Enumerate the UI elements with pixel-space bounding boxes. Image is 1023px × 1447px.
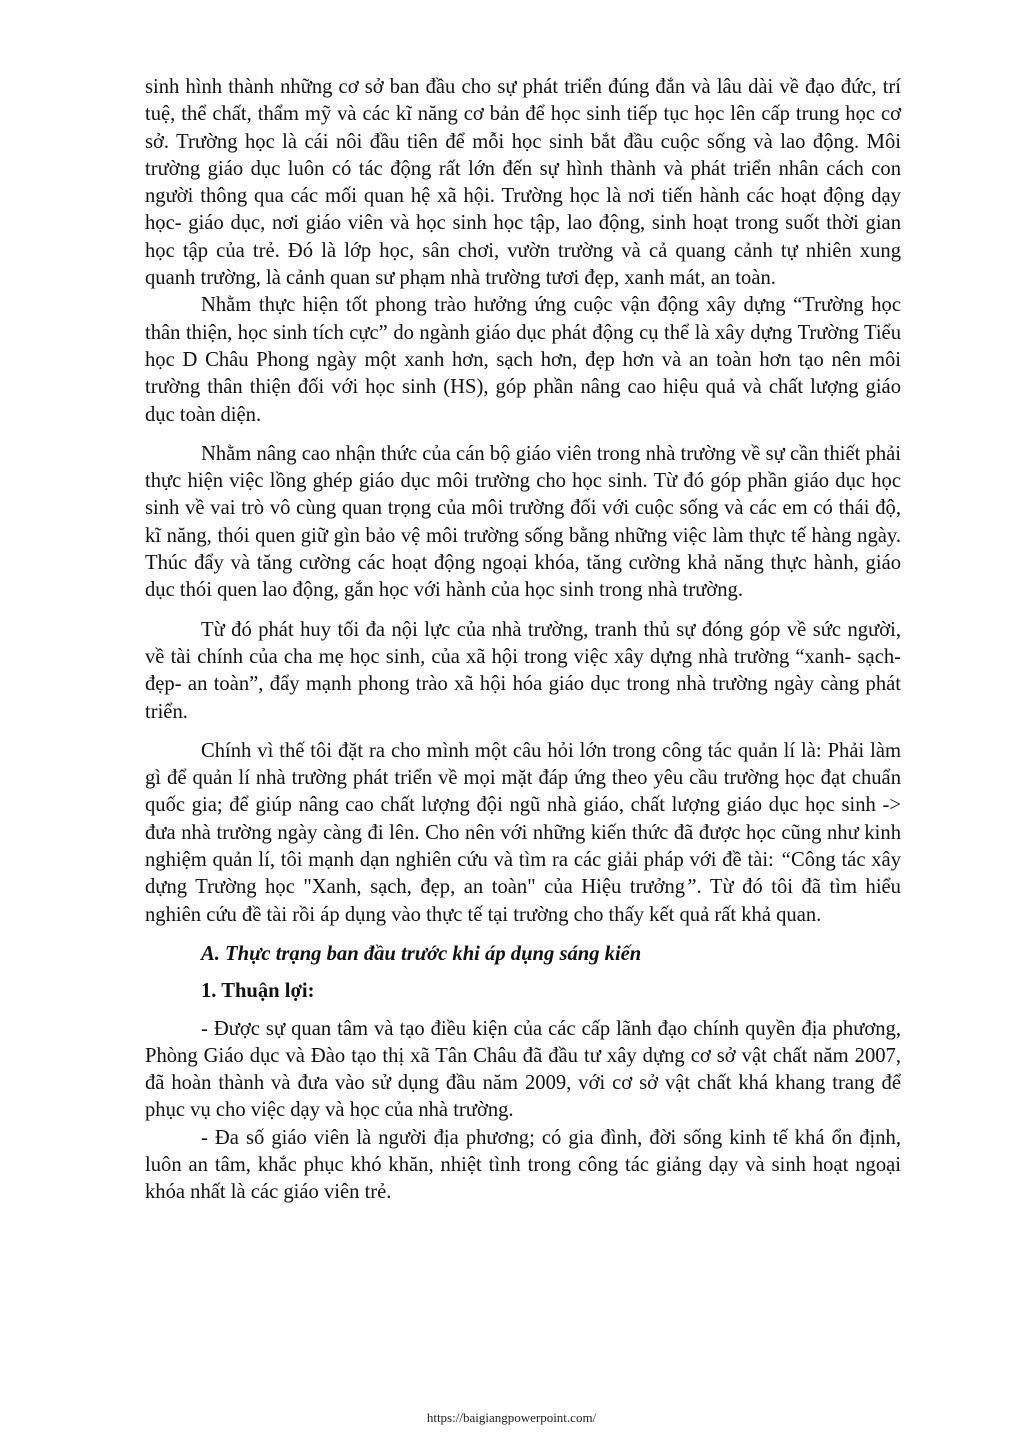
quote-close: ” [685,876,697,899]
quote-open: “ [779,849,792,872]
paragraph-5 [145,738,901,929]
bullet-1: - Được sự quan tâm và tạo điều kiện của các cấp lãnh đạo chính quyền địa phương, Phòng Giáo dục và Đào tạo thị xã Tân Châu đã đầu tư xây dựng cơ sở vật chất năm 2007, đã hoàn thành và đưa vào sử dụng đầu năm 2009, với cơ sở vật chất khá khang trang để phục vụ cho việc dạy và học của nhà trường. [145,1017,901,1122]
section-a-heading: A. Thực trạng ban đầu trước khi áp dụng sáng kiến [201,942,642,965]
document-body [145,74,901,1207]
paragraph-3: Nhằm nâng cao nhận thức của cán bộ giáo viên trong nhà trường về sự cần thiết phải thực hiện việc lồng ghép giáo dục môi trường cho học sinh. Từ đó góp phần giáo dục học sinh về vai trò vô cùng quan trọng của môi trường đối với cuộc sống và các em có thái độ, kĩ năng, thói quen giữ gìn bảo vệ môi trường sống bằng những việc làm thực tế hàng ngày. Thúc đẩy và tăng cường các hoạt động ngoại khóa, tăng cường khả năng thực hành, giáo dục thói quen lao động, gắn học với hành của học sinh trong nhà trường. [145,442,901,602]
paragraph-1: sinh hình thành những cơ sở ban đầu cho sự phát triển đúng đắn và lâu dài về đạo đức, trí tuệ, thể chất, thẩm mỹ và các kĩ năng cơ bản để học sinh tiếp tục học lên cấp trung học cơ sở. Trường học là cái nôi đầu tiên để mỗi học sinh bắt đầu cuộc sống và lao động. Môi trường giáo dục luôn có tác động rất lớn đến sự hình thành và phát triển nhân cách con người thông qua các mối quan hệ xã hội. Trường học là nơi tiến hành các hoạt động dạy học- giáo dục, nơi giáo viên và học sinh học tập, lao động, sinh hoạt trong suốt thời gian học tập của trẻ. Đó là lớp học, sân chơi, vườn trường và cả quang cảnh tự nhiên xung quanh trường, là cảnh quan sư phạm nhà trường tươi đẹp, xanh mát, an toàn. [145,76,901,290]
paragraph-2: Nhằm thực hiện tốt phong trào hưởng ứng cuộc vận động xây dựng “Trường học thân thiện, học sinh tích cực” do ngành giáo dục phát động cụ thể là xây dựng Trường Tiểu học D Châu Phong ngày một xanh hơn, sạch hơn, đẹp hơn và an toàn hơn tạo nên môi trường thân thiện đối với học sinh (HS), góp phần nâng cao hiệu quả và chất lượng giáo dục toàn diện. [145,294,901,426]
paragraph-4: Từ đó phát huy tối đa nội lực của nhà trường, tranh thủ sự đóng góp về sức người, về tài chính của cha mẹ học sinh, của xã hội trong việc xây dựng nhà trường “xanh- sạch- đẹp- an toàn”, đẩy mạnh phong trào xã hội hóa giáo dục trong nhà trường ngày càng phát triển. [145,618,901,723]
paragraph-5-tail: . Từ đó tôi đã tìm hiểu nghiên cứu đề tài rồi áp dụng vào thực tế tại trường cho thấy kết quả rất khả quan. [145,876,901,926]
bullet-2: - Đa số giáo viên là người địa phương; có gia đình, đời sống kinh tế khá ổn định, luôn an tâm, khắc phục khó khăn, nhiệt tình trong công tác giảng dạy và sinh hoạt ngoại khóa nhất là các giáo viên trẻ. [145,1126,901,1204]
subsection-1-heading: 1. Thuận lợi: [201,980,315,1003]
footer-url[interactable]: https://baigiangpowerpoint.com/ [426,1410,597,1425]
paragraph-5-text: Chính vì thế tôi đặt ra cho mình một câu hỏi lớn trong công tác quản lí là: Phải làm gì để quản lí nhà trường phát triển về mọi mặt đáp ứng theo yêu cầu trường học đạt chuẩn quốc gia; để giúp nâng cao chất lượng đội ngũ nhà giáo, chất lượng giáo dục học sinh -> đưa nhà trường ngày càng đi lên. Cho nên với những kiến thức đã được học cũng như kinh nghiệm quản lí, tôi mạnh dạn nghiên cứu và tìm ra các giải pháp với đề tài: [145,739,901,872]
topic-title: Công tác xây dựng Trường học "Xanh, sạch, đẹp, an toàn" của Hiệu trưởng [145,849,901,899]
